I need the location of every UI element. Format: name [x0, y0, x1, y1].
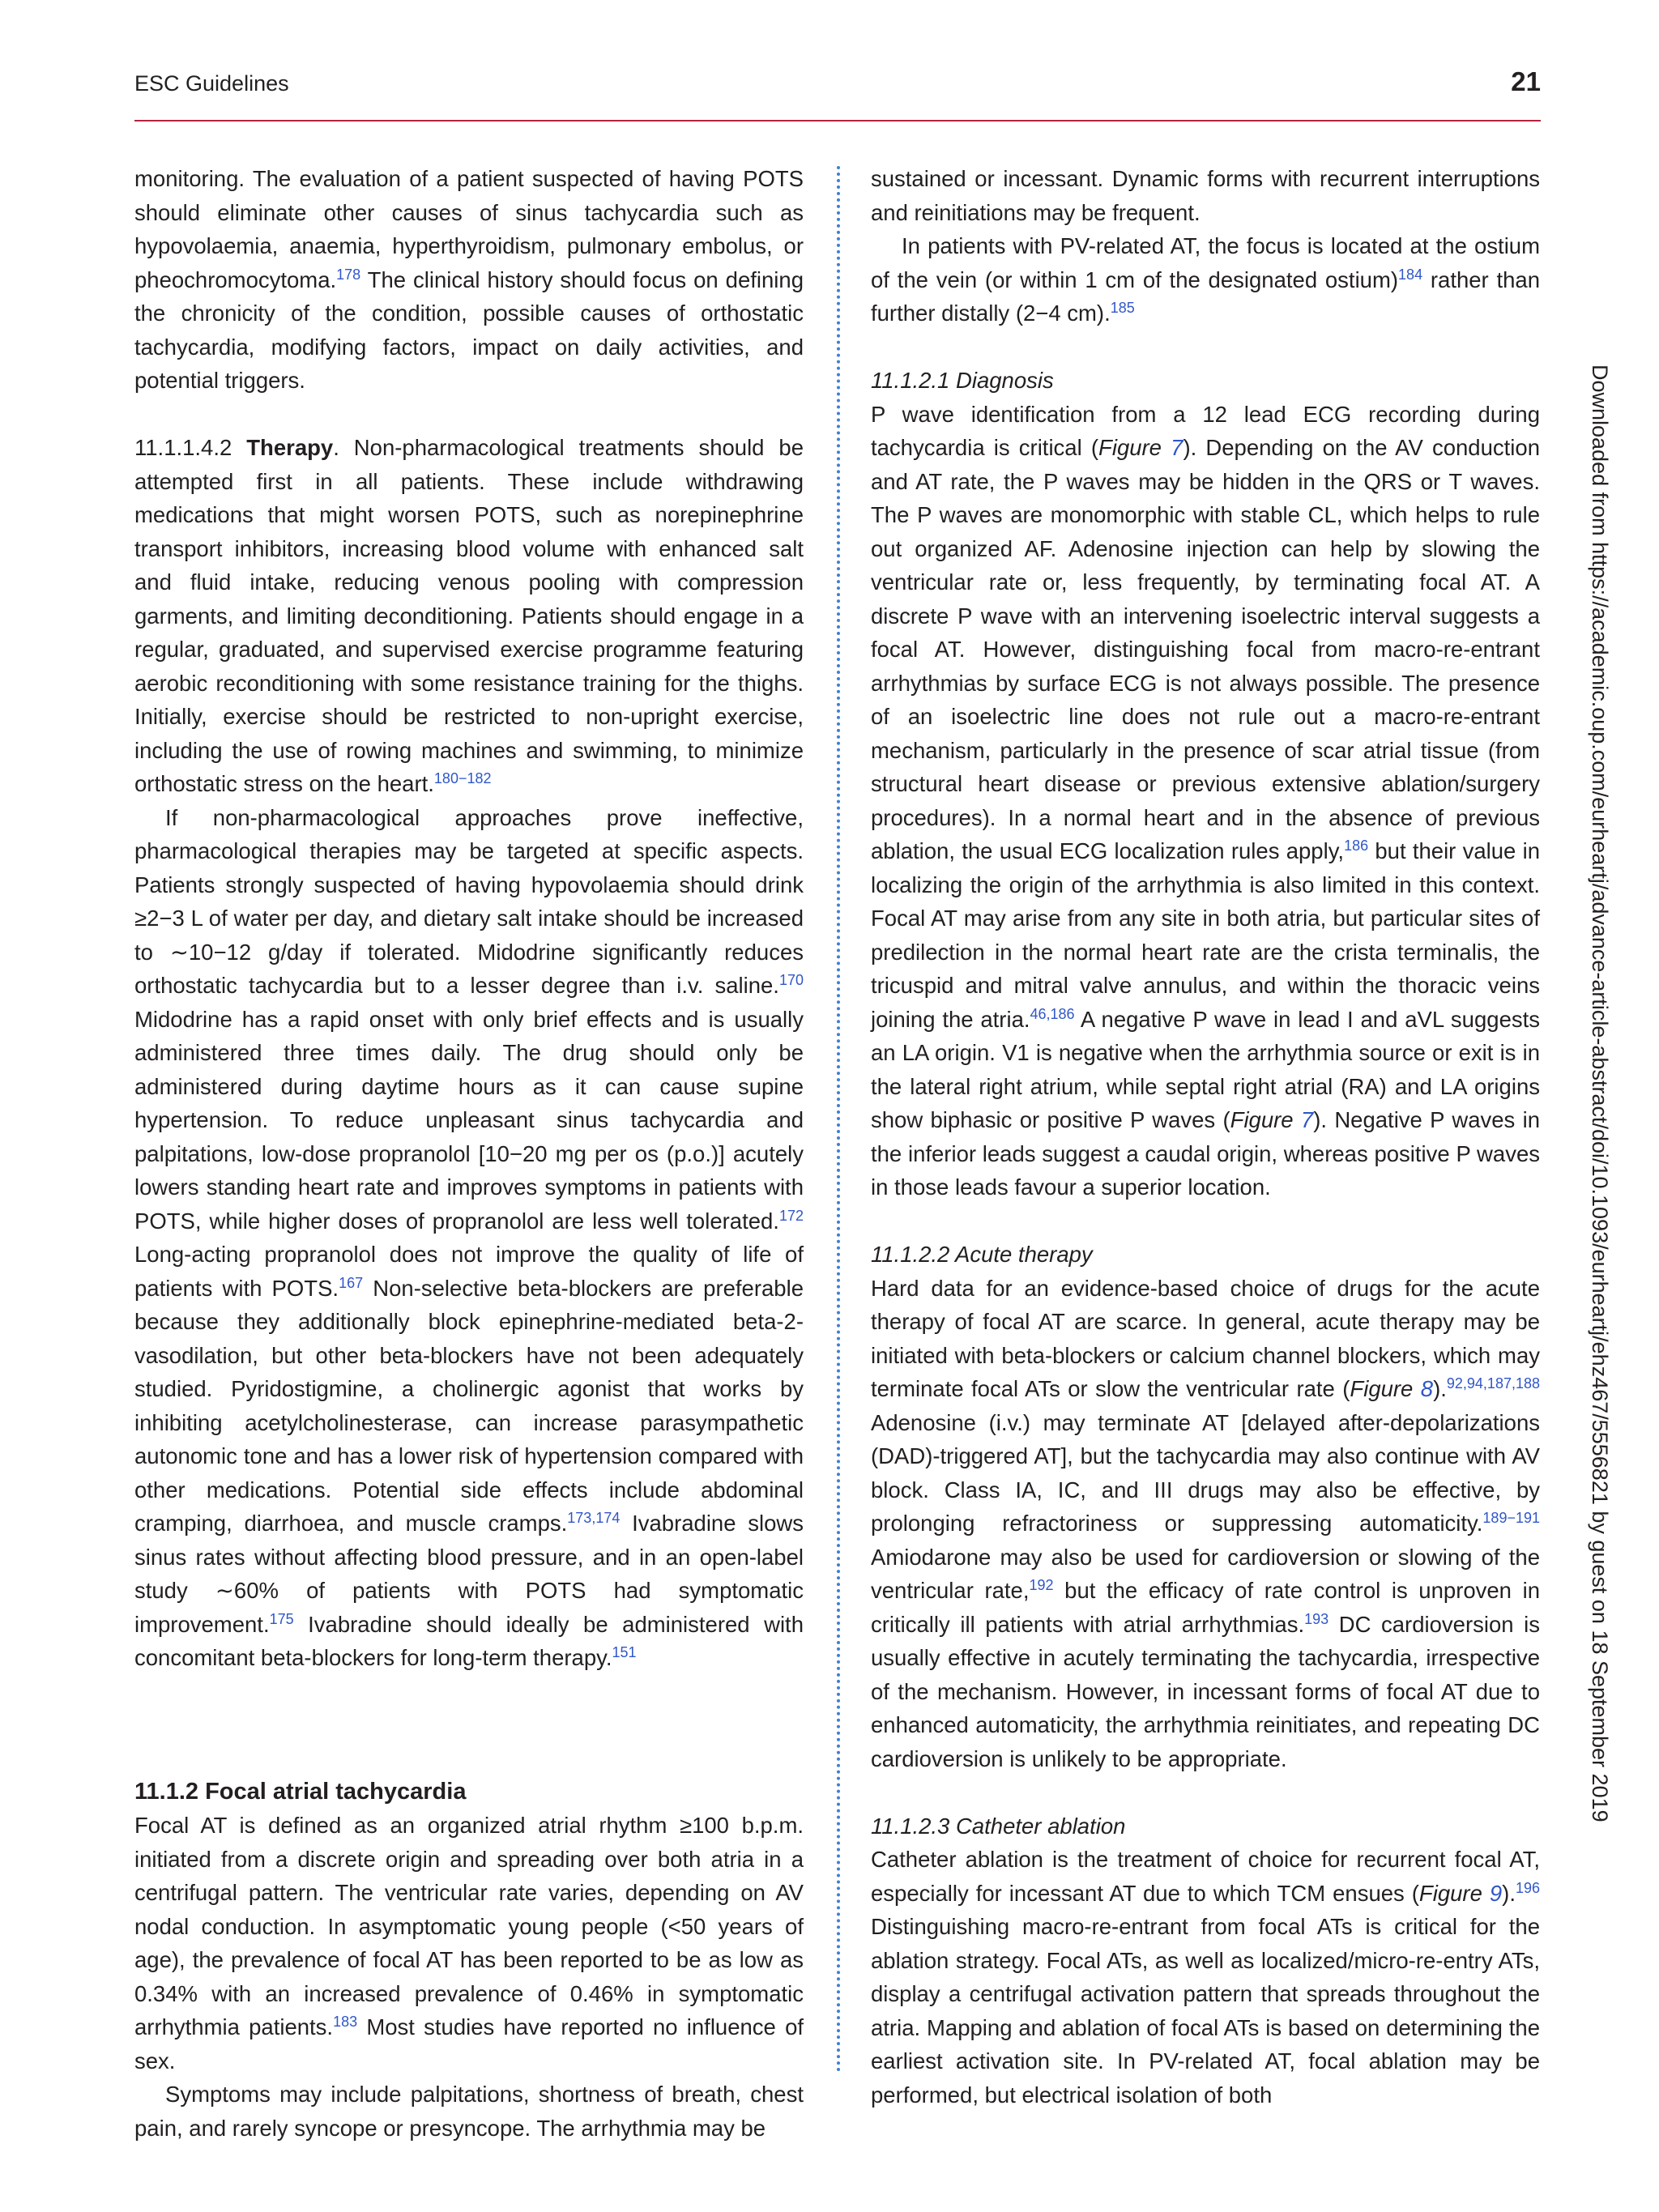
text: Catheter ablation is the treatment of choice for recurrent focal AT, especially for incessant AT due to which TCM ensues ( — [871, 1847, 1540, 1906]
header-rule — [134, 120, 1541, 121]
text: sustained or incessant. Dynamic forms with recurrent interruptions and reinitiations may be frequent. — [871, 166, 1540, 225]
paragraph — [871, 1272, 1540, 1776]
paragraph — [871, 229, 1540, 330]
text: ). — [1433, 1376, 1447, 1401]
subsection-heading: 11.1.2.3 Catheter ablation — [871, 1813, 1126, 1839]
reference-link[interactable]: 175 — [269, 1610, 294, 1627]
text: In patients with PV-related AT, the focus is located at the ostium of the vein (or within 1 cm of the designated ostium) — [871, 233, 1540, 292]
text: Distinguishing macro-re-entrant from focal ATs is critical for the ablation strategy. Focal ATs, as well as localized/micro-re-entry ATs, display a centrifugal activation pattern that spreads throughout the atria. Mapping and ablation of focal ATs is based on determining the earliest activation site. In PV-related AT, focal ablation may be performed, but electrical isolation of both — [871, 1914, 1540, 2108]
subsection-heading: 11.1.2.1 Diagnosis — [871, 368, 1054, 393]
reference-link[interactable]: 196 — [1515, 1879, 1541, 1896]
reference-link[interactable]: 167 — [339, 1274, 364, 1291]
text: Symptoms may include palpitations, shortness of breath, chest pain, and rarely syncope or presyncope. The arrhythmia may be — [134, 2082, 804, 2141]
figure-link[interactable]: 9 — [1489, 1880, 1503, 1906]
figure-link[interactable]: 7 — [1171, 435, 1183, 460]
reference-link[interactable]: 180−182 — [433, 770, 492, 786]
text: . Non-pharmacological treatments should be attempted first in all patients. These include withdrawing medications that might worsen POTS, such as norepinephrine transport inhibitors, increasing blood volume with enhanced salt and fluid intake, reducing venous pooling with compression garments, and limiting deconditioning. Patients should engage in a regular, graduated, and supervised exercise programme featuring aerobic reconditioning with some resistance training for the thighs. Initially, exercise should be restricted to non-upright exercise, including the use of rowing machines and swimming, to minimize orthostatic stress on the heart. — [134, 435, 804, 796]
figure-label: Figure — [1418, 1880, 1490, 1906]
reference-link[interactable]: 186 — [1344, 837, 1369, 854]
text: If non-pharmacological approaches prove ineffective, pharmacological therapies may be targeted at specific aspects. Patients strongly suspected of having hypovolaemia should drink ≥2−3 L of water per day, and dietary salt intake should be increased to ∼10−12 g/day if tolerated. Midodrine significantly reduces orthostatic tachycardia but to a lesser degree than i.v. saline. — [134, 804, 804, 998]
paragraph — [134, 801, 804, 1675]
left-column — [134, 162, 804, 2145]
text: ). — [1502, 1880, 1516, 1906]
text: Focal AT is defined as an organized atrial rhythm ≥100 b.p.m. initiated from a discrete origin and spreading over both atria in a centrifugal pattern. The ventricular rate varies, depending on AV nodal conduction. In asymptomatic young people (<50 years of age), the prevalence of focal AT has been reported to be as low as 0.34% with an increased prevalence of 0.46% in symptomatic arrhythmia patients. — [134, 1813, 804, 2039]
right-column — [871, 162, 1540, 2112]
text: ). Negative P waves in the inferior leads suggest a caudal origin, whereas positive P waves in those leads favour a superior location. — [871, 1107, 1540, 1200]
text: Midodrine has a rapid onset with only brief effects and is usually administered three times daily. The drug should only be administered during daytime hours as it can cause supine hypertension. To reduce unpleasant sinus tachycardia and palpitations, low-dose propranolol [10−20 mg per os (p.o.)] acutely lowers standing heart rate and improves symptoms in patients with POTS, while higher doses of propranolol are less well tolerated. — [134, 1006, 804, 1234]
figure-link[interactable]: 7 — [1300, 1107, 1314, 1132]
text: Hard data for an evidence-based choice of drugs for the acute therapy of focal AT are scarce. In general, acute therapy may be initiated with beta-blockers or calcium channel blockers, which may terminate focal ATs or slow the ventricular rate ( — [871, 1275, 1540, 1401]
paragraph — [871, 1843, 1540, 2112]
paragraph-title: Therapy — [246, 435, 334, 460]
reference-link[interactable]: 173,174 — [567, 1510, 621, 1526]
text: The clinical history should focus on defining the chronicity of the condition, possible causes of orthostatic tachycardia, modifying factors, impact on daily activities, and potential triggers. — [134, 266, 804, 393]
reference-link[interactable]: 170 — [778, 972, 804, 988]
text: A negative P wave in lead I and aVL suggests an LA origin. V1 is negative when the arrhythmia source or exit is in the lateral right atrium, while septal right atrial (RA) and LA origins show biphasic or positive P waves ( — [871, 1006, 1540, 1132]
paragraph-therapy — [134, 431, 804, 801]
figure-label: Figure — [1098, 435, 1171, 460]
reference-link[interactable]: 178 — [336, 266, 361, 283]
text: DC cardioversion is usually effective in acutely terminating the tachycardia, irrespective of the mechanism. However, in incessant forms of focal AT due to enhanced automaticity, the arrhythmia reinitiates, and repeating DC cardioversion is unlikely to be appropriate. — [871, 1611, 1540, 1771]
paragraph — [871, 162, 1540, 229]
text: rather than further distally (2−4 cm). — [871, 266, 1540, 326]
journal-name: ESC Guidelines — [134, 71, 289, 96]
paragraph-number: 11.1.1.4.2 — [134, 435, 247, 460]
text: Ivabradine slows sinus rates without affecting blood pressure, and in an open-label study ∼60% of patients with POTS had symptomatic improvement. — [134, 1511, 804, 1637]
figure-label: Figure — [1230, 1107, 1301, 1132]
reference-link[interactable]: 183 — [333, 2014, 358, 2030]
text: Long-acting propranolol does not improve the quality of life of patients with POTS. — [134, 1242, 804, 1301]
text: P wave identification from a 12 lead ECG recording during tachycardia is critical ( — [871, 401, 1540, 460]
figure-link[interactable]: 8 — [1420, 1376, 1434, 1401]
paragraph — [134, 1809, 804, 2078]
reference-link[interactable]: 184 — [1398, 266, 1423, 283]
reference-link[interactable]: 185 — [1110, 300, 1135, 316]
page-header — [134, 66, 1541, 104]
text: Adenosine (i.v.) may terminate AT [delayed after-depolarizations (DAD)-triggered AT], but the tachycardia may also continue with AV block. Class IA, IC, and III drugs may also be effective, by prolonging refractoriness or suppressing automaticity. — [871, 1409, 1540, 1536]
reference-link[interactable]: 192 — [1029, 1577, 1054, 1593]
figure-label: Figure — [1350, 1376, 1421, 1401]
text: but the efficacy of rate control is unproven in critically ill patients with atrial arrhythmias. — [871, 1578, 1540, 1637]
paragraph — [134, 2078, 804, 2145]
paragraph — [871, 398, 1540, 1204]
reference-link[interactable]: 189−191 — [1482, 1510, 1540, 1526]
page-number: 21 — [1511, 66, 1541, 96]
text: monitoring. The evaluation of a patient suspected of having POTS should eliminate other causes of sinus tachycardia such as hypovolaemia, anaemia, hyperthyroidism, pulmonary embolus, or pheochromocytoma. — [134, 166, 804, 292]
text: ). Depending on the AV conduction and AT rate, the P waves may be hidden in the QRS or T waves. The P waves are monomorphic with stable CL, which helps to rule out organized AF. Adenosine injection can help by slowing the ventricular rate or, less frequently, by terminating focal AT. A discrete P wave with an intervening isoelectric interval suggests a focal AT. However, distinguishing focal from macro-re-entrant arrhythmias by surface ECG is not always possible. The presence of an isoelectric line does not rule out a macro-re-entrant mechanism, particularly in the presence of scar atrial tissue (from structural heart disease or previous extensive ablation/surgery procedures). In a normal heart and in the absence of previous ablation, the usual ECG localization rules apply, — [871, 435, 1540, 863]
reference-link[interactable]: 172 — [778, 1207, 804, 1224]
subsection-heading: 11.1.2.2 Acute therapy — [871, 1242, 1093, 1267]
text: Amiodarone may also be used for cardioversion or slowing of the ventricular rate, — [871, 1544, 1540, 1603]
column-divider — [837, 166, 840, 2073]
text: but their value in localizing the origin of the arrhythmia is also limited in this context. Focal AT may arise from any site in both atria, but particular sites of predilection in the normal heart rate are the crista terminalis, the tricuspid and mitral valve annulus, and within the thoracic veins joining the atria. — [871, 838, 1540, 1032]
download-watermark: Downloaded from https://academic.oup.com/eurheartj/advance-article-abstract/doi/10.1093/eurheartj/ehz467/5556821 by guest on 18 September 2019 — [1588, 364, 1612, 1822]
reference-link[interactable]: 92,94,187,188 — [1446, 1375, 1541, 1392]
reference-link[interactable]: 46,186 — [1030, 1005, 1075, 1022]
text: Ivabradine should ideally be administered with concomitant beta-blockers for long-term therapy. — [134, 1611, 804, 1670]
reference-link[interactable]: 193 — [1304, 1610, 1329, 1627]
text: Most studies have reported no influence of sex. — [134, 2014, 804, 2073]
text: Non-selective beta-blockers are preferable because they additionally block epinephrine-mediated beta-2-vasodilation, but other beta-blockers have not been adequately studied. Pyridostigmine, a cholinergic agonist that works by inhibiting acetylcholinesterase, can increase parasympathetic autonomic tone and has a lower risk of hypertension compared with other medications. Potential side effects include abdominal cramping, diarrhoea, and muscle cramps. — [134, 1275, 804, 1536]
section-heading: 11.1.2 Focal atrial tachycardia — [134, 1778, 467, 1805]
paragraph — [134, 162, 804, 398]
reference-link[interactable]: 151 — [612, 1644, 637, 1660]
